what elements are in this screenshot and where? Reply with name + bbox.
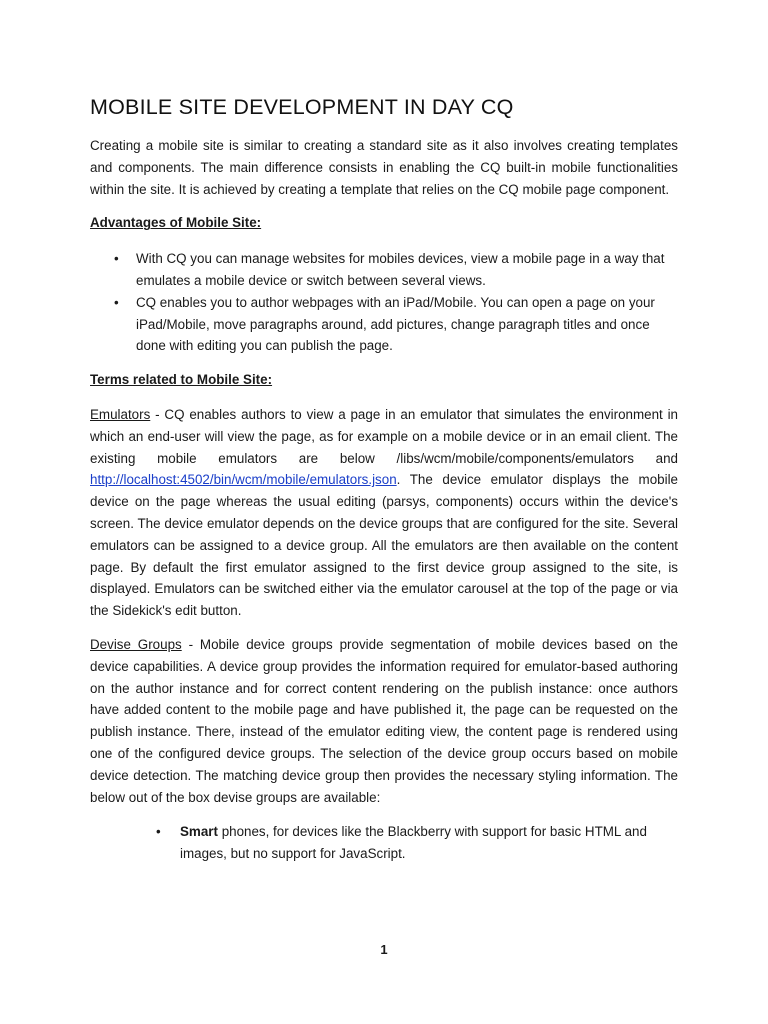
devise-groups-term: Devise Groups [90, 636, 182, 652]
bullet-icon: • [114, 251, 119, 267]
emulators-json-link[interactable]: http://localhost:4502/bin/wcm/mobile/emulators.json [90, 472, 397, 488]
list-item [90, 292, 678, 357]
page-title: MOBILE SITE DEVELOPMENT IN DAY CQ [90, 95, 514, 119]
terms-heading: Terms related to Mobile Site: [90, 372, 273, 388]
advantages-heading: Advantages of Mobile Site: [90, 215, 262, 231]
device-groups-list [90, 821, 678, 865]
devise-groups-paragraph [90, 634, 678, 808]
list-item-text: CQ enables you to author webpages with an iPad/Mobile. You can open a page on your iPad/Mobile, move paragraphs around, add pictures, change paragraph titles and once done with editing you can publish the page. [136, 294, 655, 354]
page-number: 1 [380, 942, 388, 957]
list-item [90, 821, 678, 865]
page-content [90, 93, 678, 865]
intro-paragraph: Creating a mobile site is similar to creating a standard site as it also involves creating templates and components. The main difference consists in enabling the CQ built-in mobile functionalities within the site. It is achieved by creating a template that relies on the CQ mobile page component. [90, 138, 678, 197]
group-text: phones, for devices like the Blackberry with support for basic HTML and images, but no support for JavaScript. [180, 824, 647, 862]
emulators-text-2: . The device emulator displays the mobile device on the page whereas the usual editing (parsys, components) occurs within the device's screen. The device emulator depends on the device groups that are configured for the site. Several emulators can be assigned to a device group. All the emulators are then available on the content page. By default the first emulator assigned to the first device group assigned to the site, is displayed. Emulators can be switched either via the emulator carousel at the top of the page or via the Sidekick's edit button. [90, 472, 678, 619]
bullet-icon: • [156, 824, 161, 840]
list-item-text: With CQ you can manage websites for mobiles devices, view a mobile page in a way that emulates a mobile device or switch between several views. [136, 251, 665, 288]
advantages-list [90, 248, 678, 357]
group-name: Smart [180, 824, 218, 840]
emulators-term: Emulators [90, 406, 151, 422]
emulators-paragraph [90, 404, 678, 622]
list-item [90, 248, 678, 292]
devise-groups-text: - Mobile device groups provide segmentation of mobile devices based on the device capabilities. A device group provides the information required for emulator-based authoring on the author instance and for correct content rendering on the publish instance: once authors have added content to the mobile page and have published it, the page can be requested on the publish instance. There, instead of the emulator editing view, the content page is rendered using one of the configured device groups. The selection of the device group occurs based on mobile device detection. The matching device group then provides the necessary styling information. The below out of the box devise groups are available: [90, 636, 678, 805]
emulators-text-1: - CQ enables authors to view a page in an emulator that simulates the environment in which an end-user will view the page, as for example on a mobile device or in an email client. The existing mobile emulators are below /libs/wcm/mobile/components/emulators and [90, 406, 678, 466]
bullet-icon: • [114, 294, 119, 310]
